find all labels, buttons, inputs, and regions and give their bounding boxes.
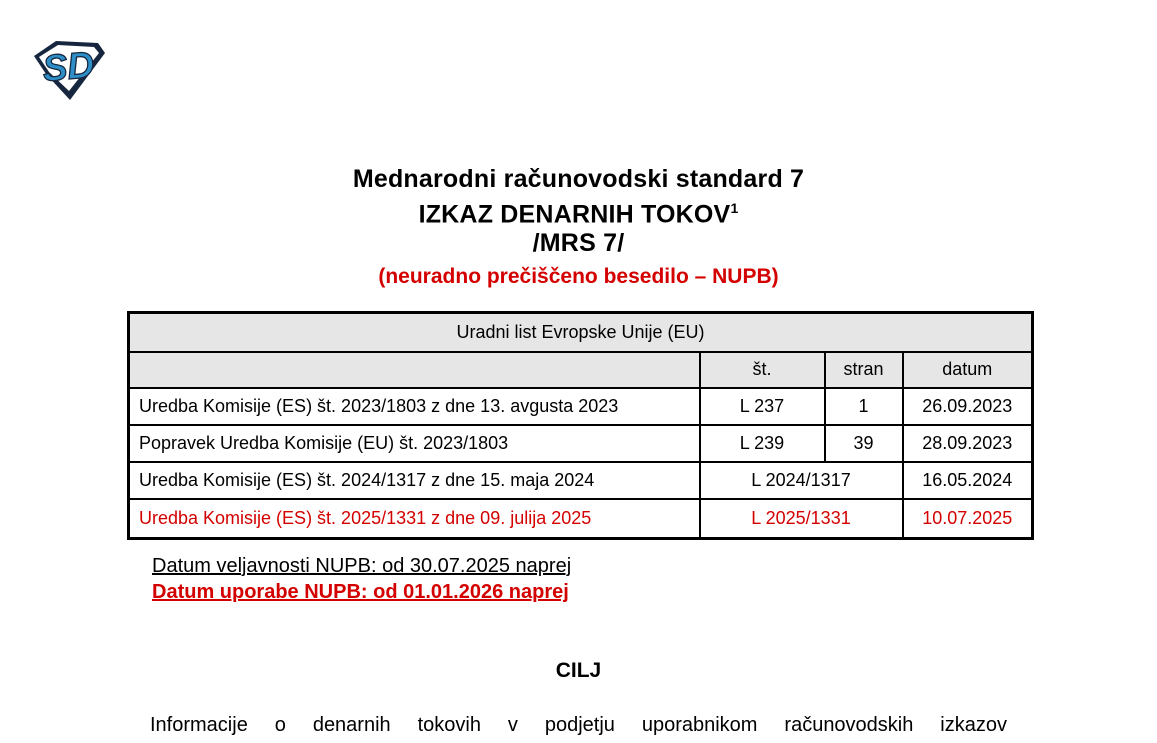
title-line-1: Mednarodni računovodski standard 7 (352, 165, 805, 193)
nupb-notes (152, 553, 571, 605)
table-header-row (129, 352, 1033, 388)
row-number: L 237 (700, 388, 825, 425)
row-description: Uredba Komisije (ES) št. 2025/1331 z dne 09. julija 2025 (129, 499, 700, 539)
journal-table (127, 311, 1034, 540)
section-heading-cilj: CILJ (555, 659, 602, 682)
row-number-page: L 2024/1317 (700, 462, 903, 499)
document-title-block (0, 165, 1157, 289)
application-date-note: Datum uporabe NUPB: od 01.01.2026 naprej (152, 581, 569, 603)
table-caption: Uradni list Evropske Unije (EU) (129, 313, 1033, 352)
row-date: 28.09.2023 (903, 425, 1033, 462)
title-line-3: /MRS 7/ (532, 229, 625, 258)
row-date: 26.09.2023 (903, 388, 1033, 425)
table-row-highlight-red (129, 499, 1033, 539)
table-row (129, 462, 1033, 499)
row-number: L 239 (700, 425, 825, 462)
sd-shield-icon (29, 38, 109, 102)
row-date: 10.07.2025 (903, 499, 1033, 539)
table-row (129, 388, 1033, 425)
col-header-page: stran (825, 352, 903, 388)
row-page: 39 (825, 425, 903, 462)
row-date: 16.05.2024 (903, 462, 1033, 499)
col-header-number: št. (700, 352, 825, 388)
sd-logo (29, 38, 109, 102)
row-description: Uredba Komisije (ES) št. 2024/1317 z dne 15. maja 2024 (129, 462, 700, 499)
header-empty-cell (129, 352, 700, 388)
footnote-marker: 1 (730, 200, 739, 216)
table-row (129, 425, 1033, 462)
title-line-2 (0, 194, 1157, 229)
body-paragraph: Informacije o denarnih tokovih v podjetju uporabnikom računovodskih izkazov (150, 714, 1007, 736)
row-description: Popravek Uredba Komisije (EU) št. 2023/1803 (129, 425, 700, 462)
title-line-2-text: IZKAZ DENARNIH TOKOV (418, 200, 731, 229)
row-description: Uredba Komisije (ES) št. 2023/1803 z dne 13. avgusta 2023 (129, 388, 700, 425)
col-header-date: datum (903, 352, 1033, 388)
sd-logo-letters: SD (40, 43, 96, 90)
table-caption-row (129, 313, 1033, 352)
subtitle-nupb: (neuradno prečiščeno besedilo – NUPB) (378, 265, 779, 289)
row-number-page: L 2025/1331 (700, 499, 903, 539)
validity-date-note: Datum veljavnosti NUPB: od 30.07.2025 naprej (152, 555, 572, 577)
row-page: 1 (825, 388, 903, 425)
